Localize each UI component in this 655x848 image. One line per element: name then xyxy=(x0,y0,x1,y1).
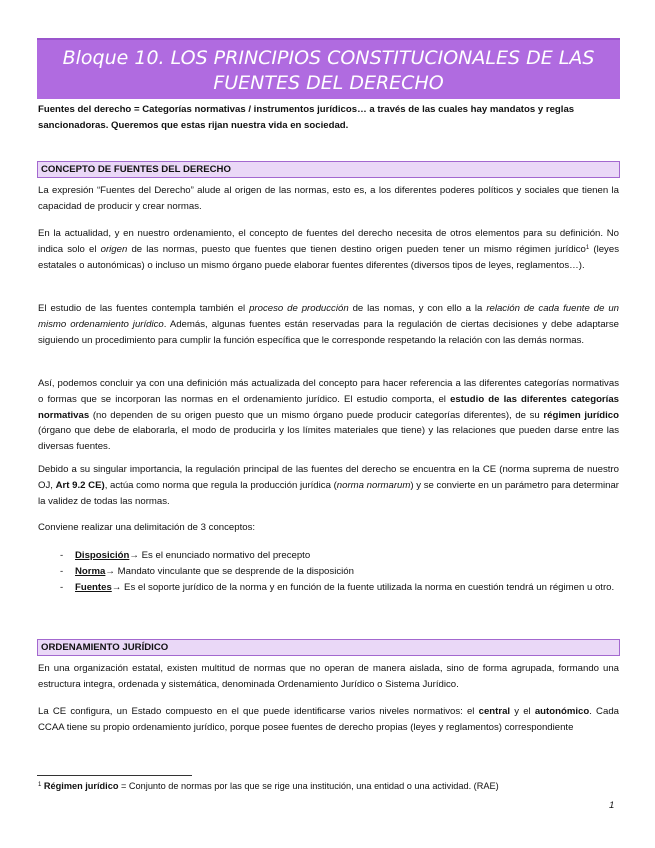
document-title xyxy=(37,38,620,99)
page-number: 1 xyxy=(609,800,615,811)
arrow-icon: → xyxy=(129,550,139,561)
list-item: - Disposición→ Es el enunciado normativo del precepto xyxy=(60,550,311,561)
footnote: $^1$ Régimen jurídico = Conjunto de normas por las que se rige una institución, una entidad o una actividad. (RAE) xyxy=(38,781,499,791)
section-heading-ordenamiento: ORDENAMIENTO JURÍDICO xyxy=(37,639,620,656)
list-item: - Norma→ Mandato vinculante que se desprende de la disposición xyxy=(60,565,354,577)
paragraph: El estudio de las fuentes contempla también el proceso de producción de las nomas, y con ello a la relación de cada fuente de un mismo ordenamiento jurídico. Además, algunas fuentes están reservadas para la regulación de ciertas decisiones y debe adaptarse siguiendo un procedimiento para cumplir la función específica que le corresponde respetando la relación con las demás normas. xyxy=(38,303,619,346)
paragraph: Debido a su singular importancia, la regulación principal de las fuentes del derecho se encuentra en la CE (norma suprema de nuestro OJ, Art 9.2 CE), actúa como norma que regula la producción jurídica (norma normarum) y se convierte en un parámetro para determinar la validez de todas las normas. xyxy=(38,464,619,507)
title-line-2: FUENTES DEL DERECHO xyxy=(213,72,444,94)
footnote-ref[interactable]: 1 xyxy=(585,244,590,251)
footnote-divider xyxy=(37,775,192,776)
paragraph: Así, podemos concluir ya con una definición más actualizada del concepto para hacer referencia a las diferentes categorías normativas o formas que se incorporan las normas en el ordenamiento jurídico. El estudio comporta, el estudio de las diferentes categorías normativas (no dependen de su origen puesto que un mismo órgano puede producir categorías diferentes), de su régimen jurídico (órgano que debe de elaborarla, el modo de producirla y los límites materiales que tiene) y las relaciones que pueden darse entre las diversas fuentes. xyxy=(38,378,619,453)
intro-paragraph: Fuentes del derecho = Categorías normativas / instrumentos jurídicos… a través de las cuales hay mandatos y reglas sancionadoras. Queremos que estas rijan nuestra vida en sociedad. xyxy=(38,104,575,131)
paragraph: En la actualidad, y en nuestro ordenamiento, el concepto de fuentes del derecho necesita de otros elementos para su definición. No indica solo el origen de las normas, puesto que fuentes que tienen destino origen pueden tener un mismo régimen jurídico$^1$ (leyes estatales o autonómicas) o incluso un mismo órgano puede elaborar fuentes diferentes (diversos tipos de leyes, reglamentos…). xyxy=(38,228,619,271)
paragraph: La expresión “Fuentes del Derecho” alude al origen de las normas, esto es, a los diferentes poderes políticos y sociales que tienen la capacidad de producir y crear normas. xyxy=(38,185,619,212)
paragraph: Conviene realizar una delimitación de 3 conceptos: xyxy=(38,522,256,533)
title-line-1: Bloque 10. LOS PRINCIPIOS CONSTITUCIONALES DE LAS xyxy=(62,47,595,69)
concept-list xyxy=(38,548,619,595)
paragraph: La CE configura, un Estado compuesto en el que puede identificarse varios niveles normativos: el central y el autonómico. Cada CCAA tiene su propio ordenamiento jurídico, porque posee fuentes de derecho propias (leyes y reglamentos) correspondiente xyxy=(38,706,619,733)
list-item: - Fuentes→ Es el soporte jurídico de la norma y en función de la fuente utilizada la norma en cuestión tendrá un régimen u otro. xyxy=(60,581,615,593)
arrow-icon: → xyxy=(105,565,115,577)
section-heading-concepto: CONCEPTO DE FUENTES DEL DERECHO xyxy=(37,161,620,178)
paragraph: En una organización estatal, existen multitud de normas que no operan de manera aislada, sino de forma agrupada, formando una estructura integra, ordenada y sistemática, denominada Ordenamiento Jurídico o Sistema Jurídico. xyxy=(38,663,619,690)
arrow-icon: → xyxy=(111,581,122,593)
